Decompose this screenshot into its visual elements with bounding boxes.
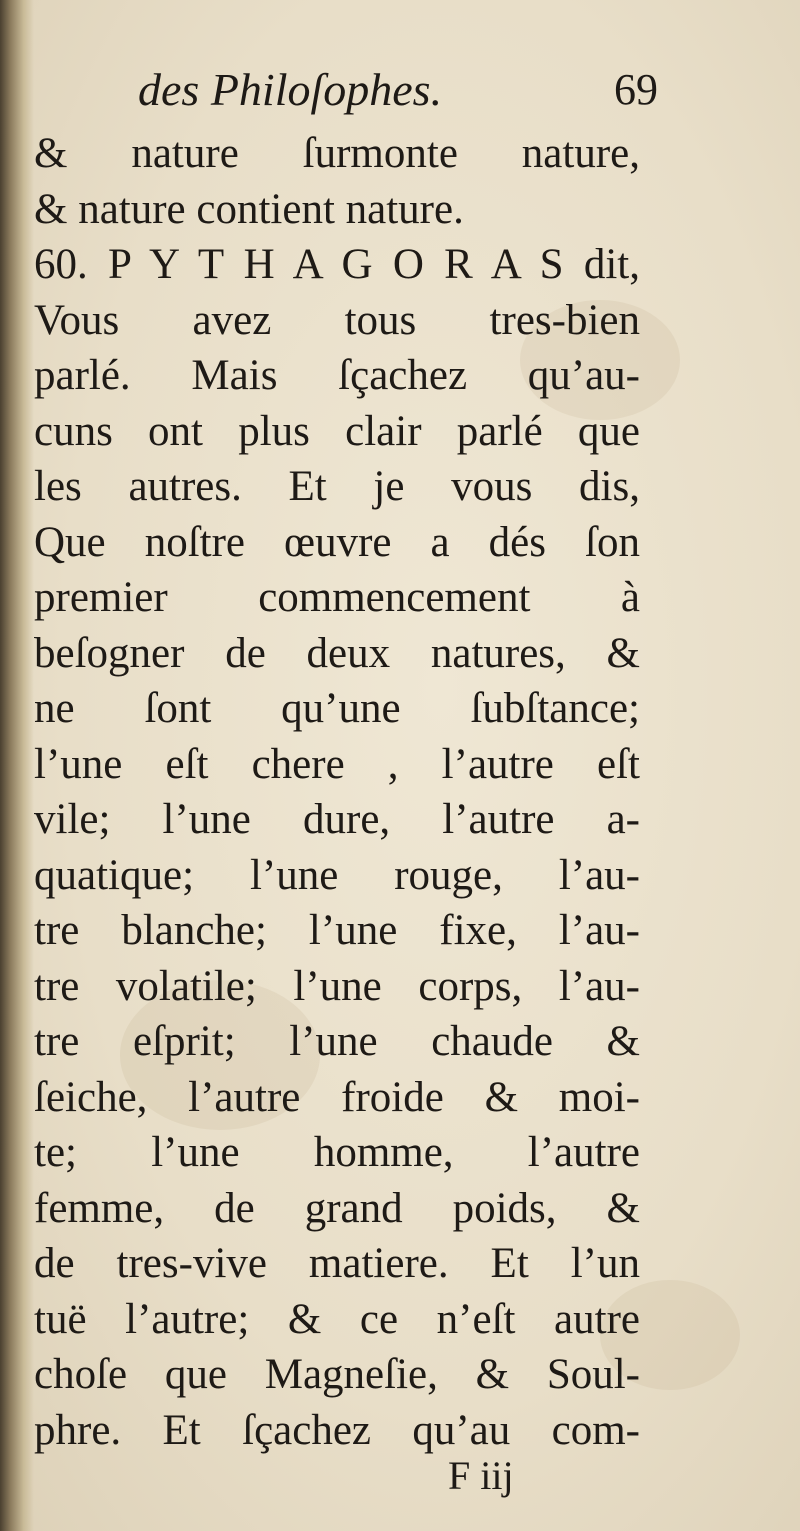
text-line: de tres-vive matiere. Et l’un (34, 1240, 640, 1287)
text-line: ne ſont qu’une ſubſtance; (34, 685, 640, 732)
text-line: cuns ont plus clair parlé que (34, 407, 640, 455)
text-line: tuë l’autre; & ce n’eſt autre (34, 1295, 640, 1343)
text-line: te; l’une homme, l’autre (34, 1129, 640, 1176)
text-line: phre. Et ſçachez qu’au com- (34, 1406, 640, 1454)
text-line: beſogner de deux natures, & (34, 629, 640, 677)
text-line: l’une eſt chere , l’autre eſt (34, 740, 640, 788)
page-header (138, 58, 658, 122)
text-line: Vous avez tous tres-bien (34, 296, 640, 344)
text-line: parlé. Mais ſçachez qu’au- (34, 352, 640, 399)
text-line: & nature ſurmonte nature, (34, 130, 640, 177)
text-line: choſe que Magneſie, & Soul- (34, 1351, 640, 1398)
text-line: premier commencement à (34, 574, 640, 621)
running-title: des Philoſophes. (138, 64, 443, 115)
binding-gutter-shadow (0, 0, 34, 1531)
text-line: & nature contient nature. (34, 185, 464, 233)
text-line: tre blanche; l’une fixe, l’au- (34, 907, 640, 954)
page-number: 69 (614, 65, 658, 114)
text-line: Que noſtre œuvre a dés ſon (34, 518, 640, 566)
text-line: tre volatile; l’une corps, l’au- (34, 962, 640, 1010)
text-block (34, 126, 640, 1458)
text-line: les autres. Et je vous dis, (34, 463, 640, 510)
text-line: tre eſprit; l’une chaude & (34, 1018, 640, 1065)
text-line: femme, de grand poids, & (34, 1184, 640, 1232)
text-line: vile; l’une dure, l’autre a- (34, 796, 640, 843)
text-line: 60. P Y T H A G O R A S dit, (34, 241, 640, 288)
text-line: quatique; l’une rouge, l’au- (34, 851, 640, 899)
signature-mark: F iij (448, 1453, 514, 1498)
text-line: ſeiche, l’autre froide & moi- (34, 1073, 640, 1121)
